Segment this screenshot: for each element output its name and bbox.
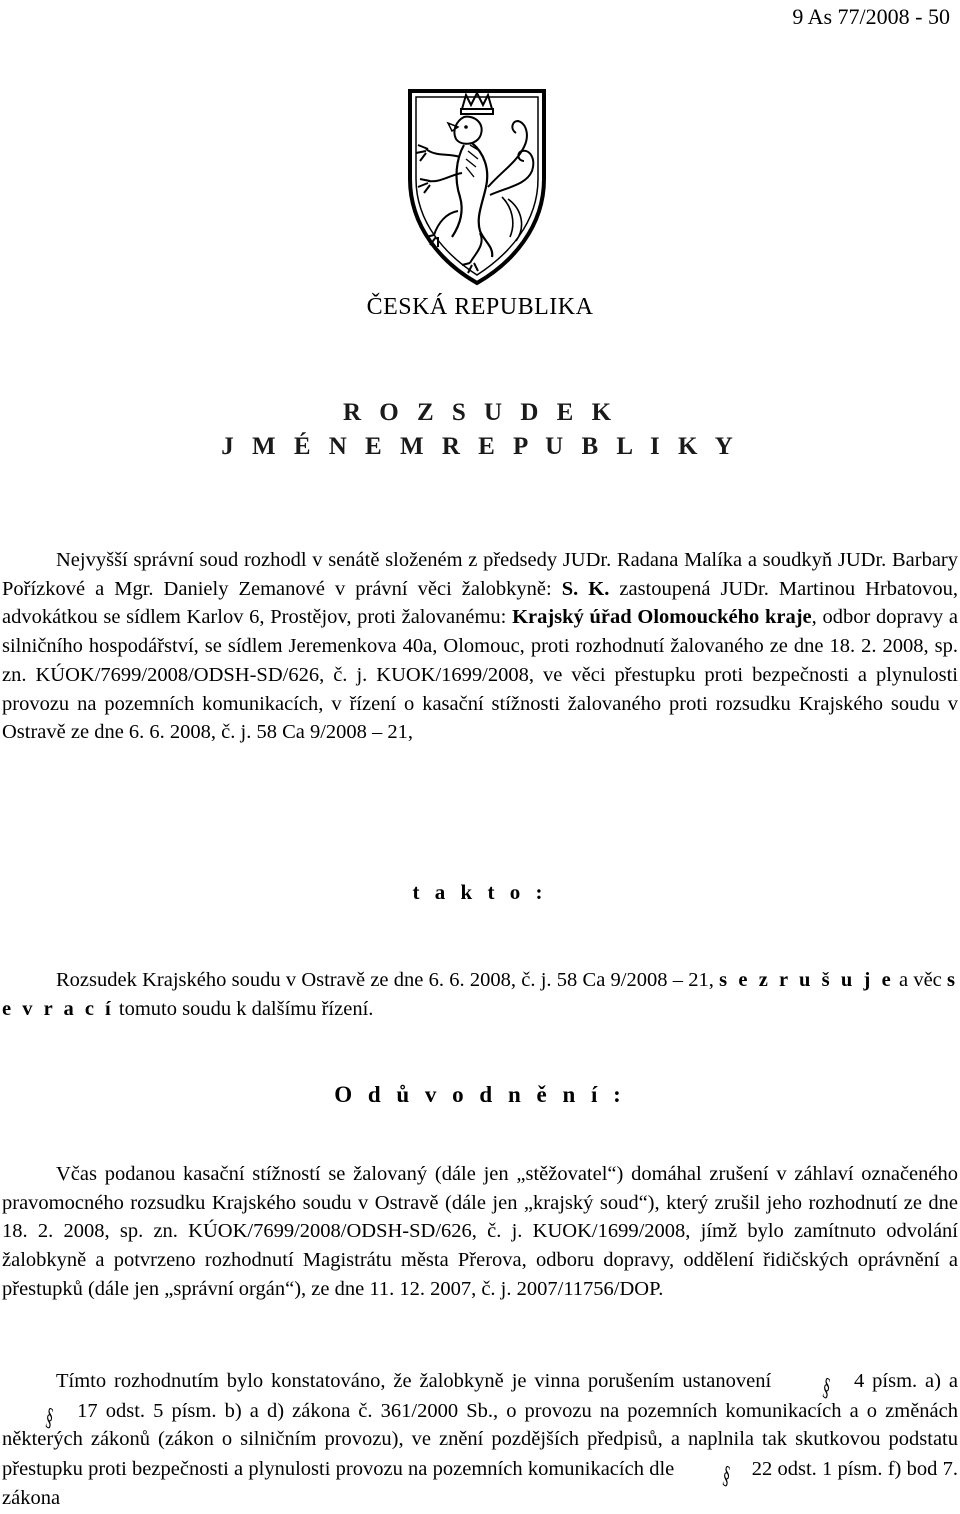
plaintiff-name: S. K.: [561, 577, 610, 600]
section-sign-icon: §: [820, 1371, 833, 1403]
intro-text-2: zastoupená JUDr. Martinou Hrbatovou, advokátkou se sídlem Karlov 6, Prostějov, proti žalovanému:: [2, 577, 958, 629]
reasoning-text-2d: 22 odst. 1 písm. f) bod 7. zákona: [2, 1458, 958, 1509]
verdict-annulled: s e z r u š u j e: [719, 969, 894, 991]
verdict-returned: s e v r a c í: [2, 969, 959, 1020]
reasoning-heading: O d ů v o d n ě n í :: [334, 1082, 626, 1107]
intro-text-3: , odbor dopravy a silničního hospodářství, se sídlem Jeremenkova 40a, Olomouc, proti rozhodnutí žalovaného ze dne 18. 2. 2008, sp. zn. KÚOK/7699/2008/ODSH-SD/626, č. j. KUOK/1699/2008, ve věci přestupku proti bezpečnosti a plynulosti provozu na pozemních komunikacích, v řízení o kasační stížnosti žalovaného proti rozsudku Krajského soudu v Ostravě ze dne 6. 6. 2008, č. j. 58 Ca 9/2008 – 21,: [2, 606, 958, 744]
verdict-text-1: Rozsudek Krajského soudu v Ostravě ze dne 6. 6. 2008, č. j. 58 Ca 9/2008 – 21,: [56, 969, 720, 991]
reasoning-text-2b: 4 písm. a) a: [846, 1370, 958, 1392]
title-in-name-of-republic: J M É N E M R E P U B L I K Y: [221, 433, 739, 460]
verdict-text-3: tomuto soudu k dalšímu řízení.: [113, 997, 374, 1020]
case-number: 9 As 77/2008 - 50: [792, 4, 950, 29]
section-sign-icon: §: [43, 1400, 56, 1433]
section-sign-icon: §: [721, 1459, 734, 1491]
verdict-text-2: a věc: [893, 969, 948, 991]
takto-heading: t a k t o :: [412, 880, 548, 904]
reasoning-paragraph-1: [2, 1160, 958, 1304]
intro-text-1: Nejvyšší správní soud rozhodl v senátě složeném z předsedy JUDr. Radana Malíka a soudkyň JUDr. Barbary Pořízkové a Mgr. Daniely Zemanové v právní věci žalobkyně:: [2, 549, 958, 600]
verdict-paragraph: [2, 966, 958, 1023]
defendant-name: Krajský úřad Olomouckého kraje: [512, 606, 812, 629]
title-judgment: R O Z S U D E K: [342, 399, 618, 426]
document-title: [0, 396, 960, 464]
country-name: ČESKÁ REPUBLIKA: [366, 294, 594, 320]
reasoning-text-2a: Tímto rozhodnutím bylo konstatováno, že žalobkyně je vinna porušením ustanovení: [56, 1370, 780, 1392]
coat-of-arms-icon: [404, 87, 550, 287]
reasoning-text-1: Včas podanou kasační stížností se žalovaný (dále jen „stěžovatel“) domáhal zrušení v záhlaví označeného pravomocného rozsudku Krajského soudu v Ostravě (dále jen „krajský soud“), který zrušil jeho rozhodnutí ze dne 18. 2. 2008, sp. zn. KÚOK/7699/2008/ODSH-SD/626, č. j. KUOK/1699/2008, jímž bylo zamítnuto odvolání žalobkyně a potvrzeno rozhodnutí Magistrátu města Přerova, odboru dopravy, oddělení řidičských oprávnění a přestupků (dále jen „správní orgán“), ze dne 11. 12. 2007, č. j. 2007/11756/DOP.: [2, 1163, 958, 1300]
intro-paragraph: [2, 546, 958, 747]
reasoning-paragraph-2: [2, 1366, 958, 1513]
reasoning-text-2c: 17 odst. 5 písm. b) a d) zákona č. 361/2000 Sb., o provozu na pozemních komunikacích a o změnách některých zákonů (zákon o silničním provozu), ve znění pozdějších předpisů, a naplnila tak skutkovou podstatu přestupku proti bezpečnosti a plynulosti provozu na pozemních komunikacích dle: [2, 1399, 958, 1481]
